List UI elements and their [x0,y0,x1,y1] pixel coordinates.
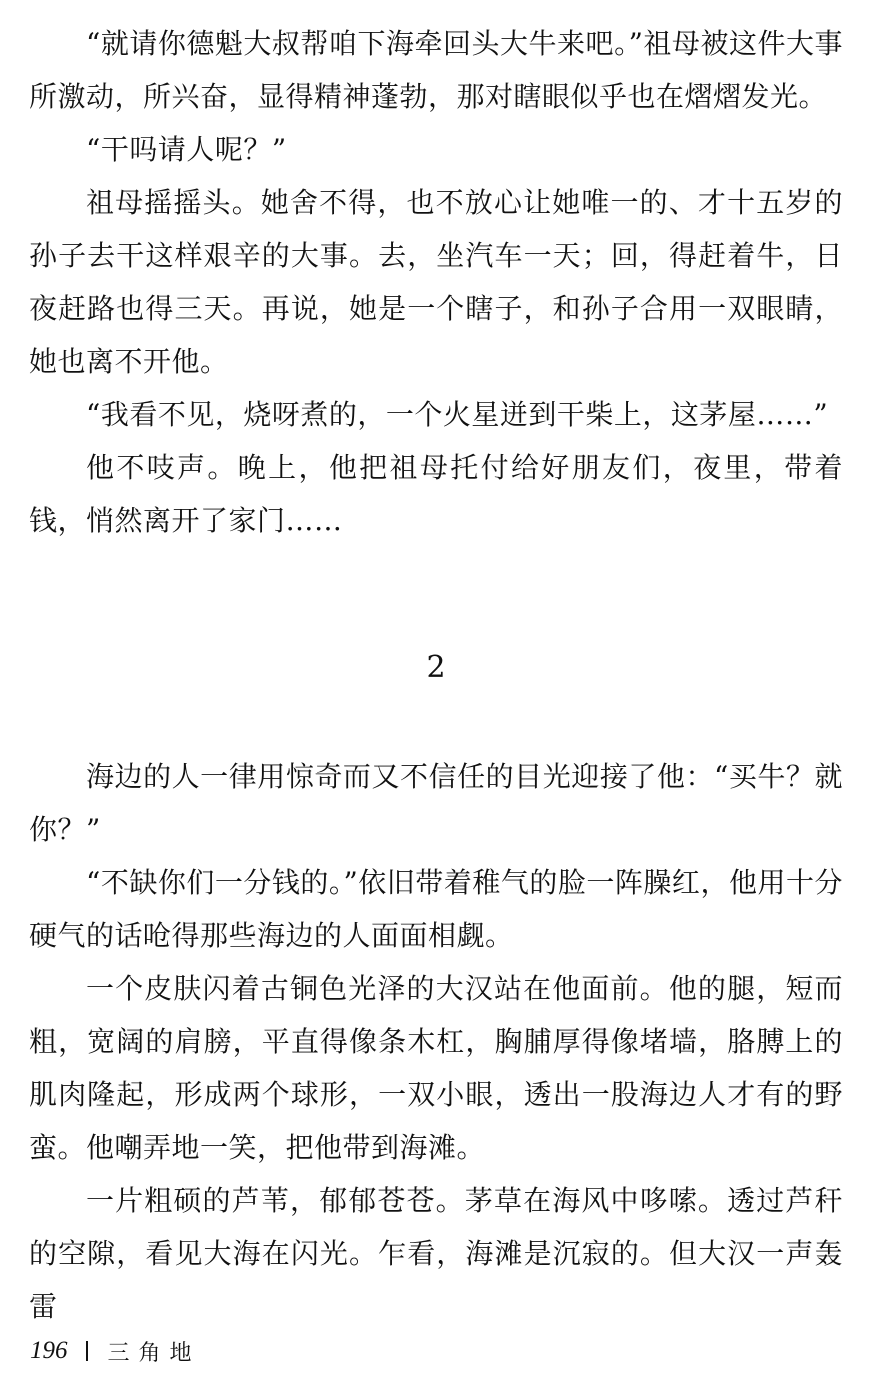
paragraph: “干吗请人呢？” [86,133,287,166]
page-number: 196 [30,1337,68,1364]
book-title: 三角地 [107,1340,201,1366]
paragraph: 一个皮肤闪着古铜色光泽的大汉站在他面前。他的腿，短而粗，宽阔的肩膀，平直得像条木杠，胸脯厚得像堵墙，胳膊上的肌肉隆起，形成两个球形，一双小眼，透出一股海边人才有的野蛮。他嘲弄地一笑，把他带到海滩。 [29,972,843,1164]
paragraph: 祖母摇摇头。她舍不得，也不放心让她唯一的、才十五岁的孙子去干这样艰辛的大事。去，坐汽车一天；回，得赶着牛，日夜赶路也得三天。再说，她是一个瞎子，和孙子合用一双眼睛，她也离不开他。 [29,186,843,378]
page-footer [30,1333,201,1369]
section-2-text [29,750,843,1333]
footer-divider [86,1341,88,1361]
paragraph: “我看不见，烧呀煮的，一个火星迸到干柴上，这茅屋……” [86,398,829,431]
paragraph: 一片粗硕的芦苇，郁郁苍苍。茅草在海风中哆嗦。透过芦秆的空隙，看见大海在闪光。乍看，海滩是沉寂的。但大汉一声轰雷 [29,1184,843,1323]
section-1-text [29,17,843,547]
paragraph: “不缺你们一分钱的。”依旧带着稚气的脸一阵臊红，他用十分硬气的话呛得那些海边的人面面相觑。 [29,866,843,952]
paragraph: 海边的人一律用惊奇而又不信任的目光迎接了他：“买牛？就你？” [29,760,843,846]
section-number: 2 [426,650,446,685]
paragraph: “就请你德魁大叔帮咱下海牵回头大牛来吧。”祖母被这件大事所激动，所兴奋，显得精神蓬勃，那对瞎眼似乎也在熠熠发光。 [29,27,843,113]
paragraph: 他不吱声。晚上，他把祖母托付给好朋友们，夜里，带着钱，悄然离开了家门…… [29,451,843,537]
